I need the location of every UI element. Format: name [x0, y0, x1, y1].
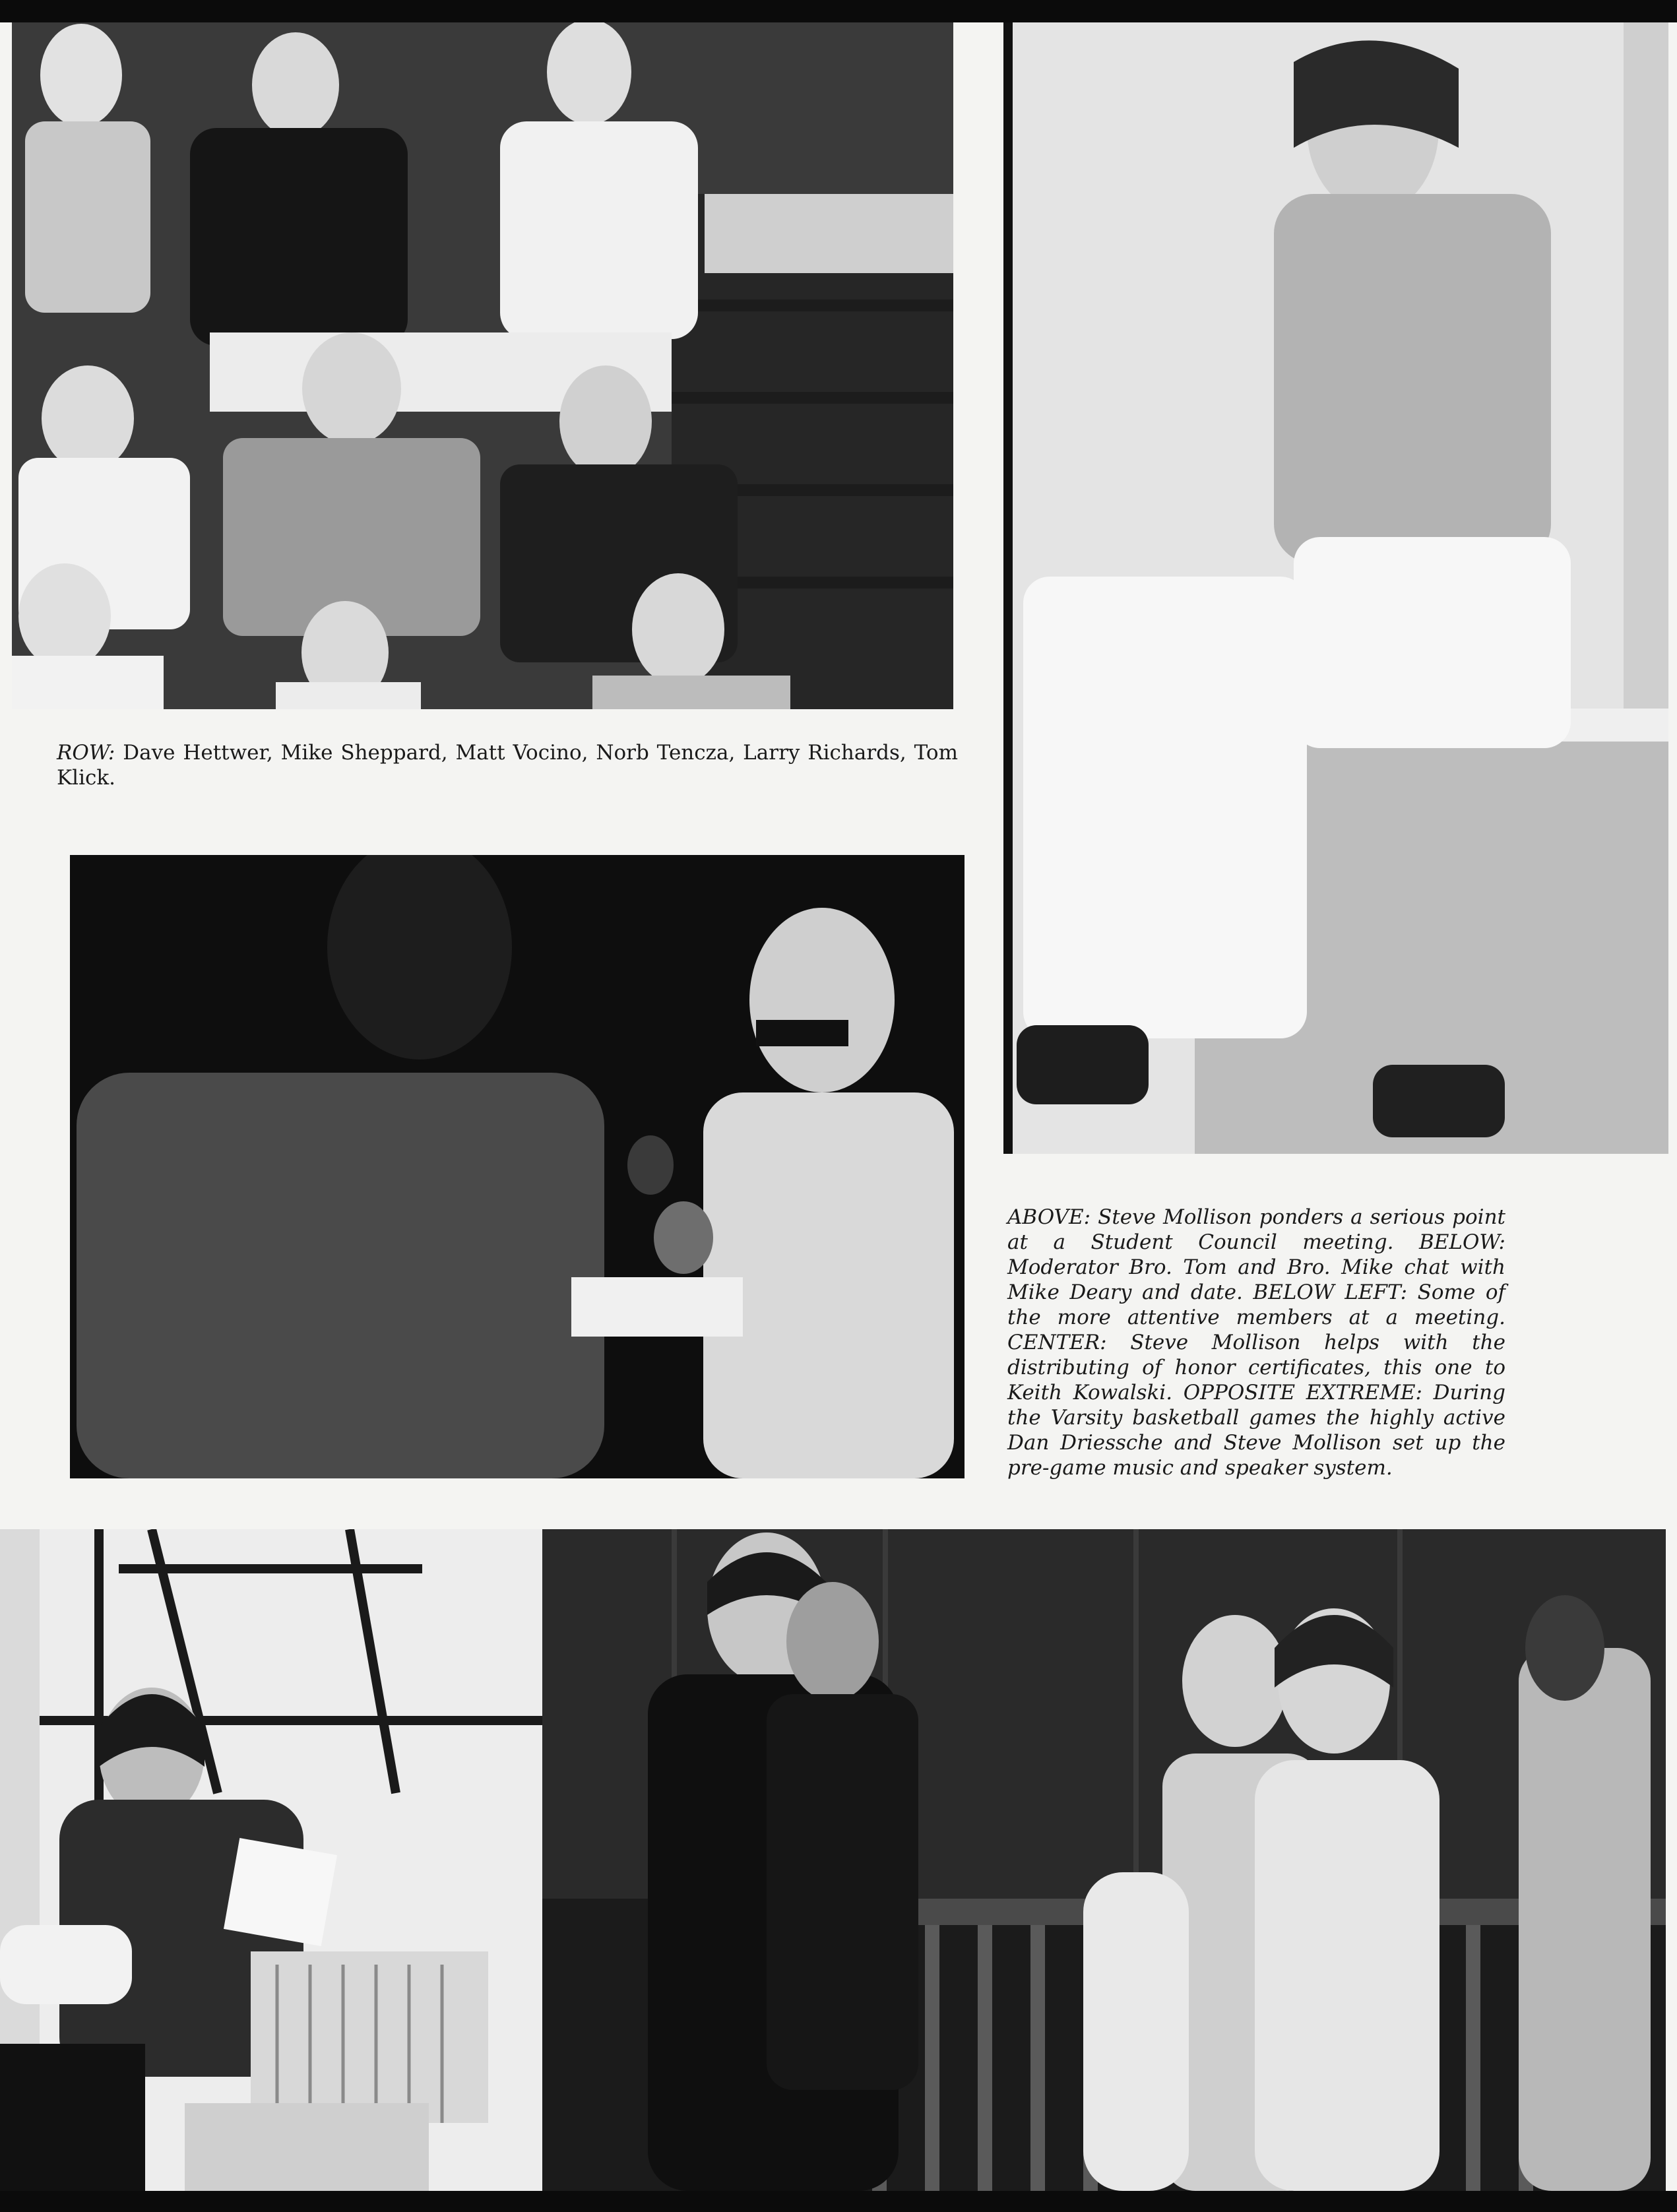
certificate-distribution-photo [70, 855, 965, 1478]
meeting-members-photo [0, 1529, 544, 2191]
bottom-border [0, 2191, 1677, 2212]
steve-mollison-seated-photo [1003, 22, 1668, 1154]
group-row-caption [57, 740, 958, 790]
caption-names: Dave Hettwer, Mike Sheppard, Matt Vocino, Norb Tencza, Larry Richards, Tom Klick. [57, 741, 958, 790]
top-border [0, 0, 1677, 22]
moderators-chat-photo [542, 1529, 1666, 2191]
group-photo-bleachers [12, 22, 953, 709]
caption-lead: ROW: [57, 741, 115, 765]
side-caption: ABOVE: Steve Mollison ponders a serious point at a Student Council meeting. BELOW: Moderator Bro. Tom and Bro. Mike chat with Mike Deary and date. BELOW LEFT: Some of the more attentive members at a meeting. CENTER: Steve Mollison helps with the distributing of honor certificates, this one to Keith Kowalski. OPPOSITE EXTREME: During the Varsity basketball games the highly active Dan Driessche and Steve Mollison set up the pre-game music and speaker system. [1007, 1205, 1505, 1480]
